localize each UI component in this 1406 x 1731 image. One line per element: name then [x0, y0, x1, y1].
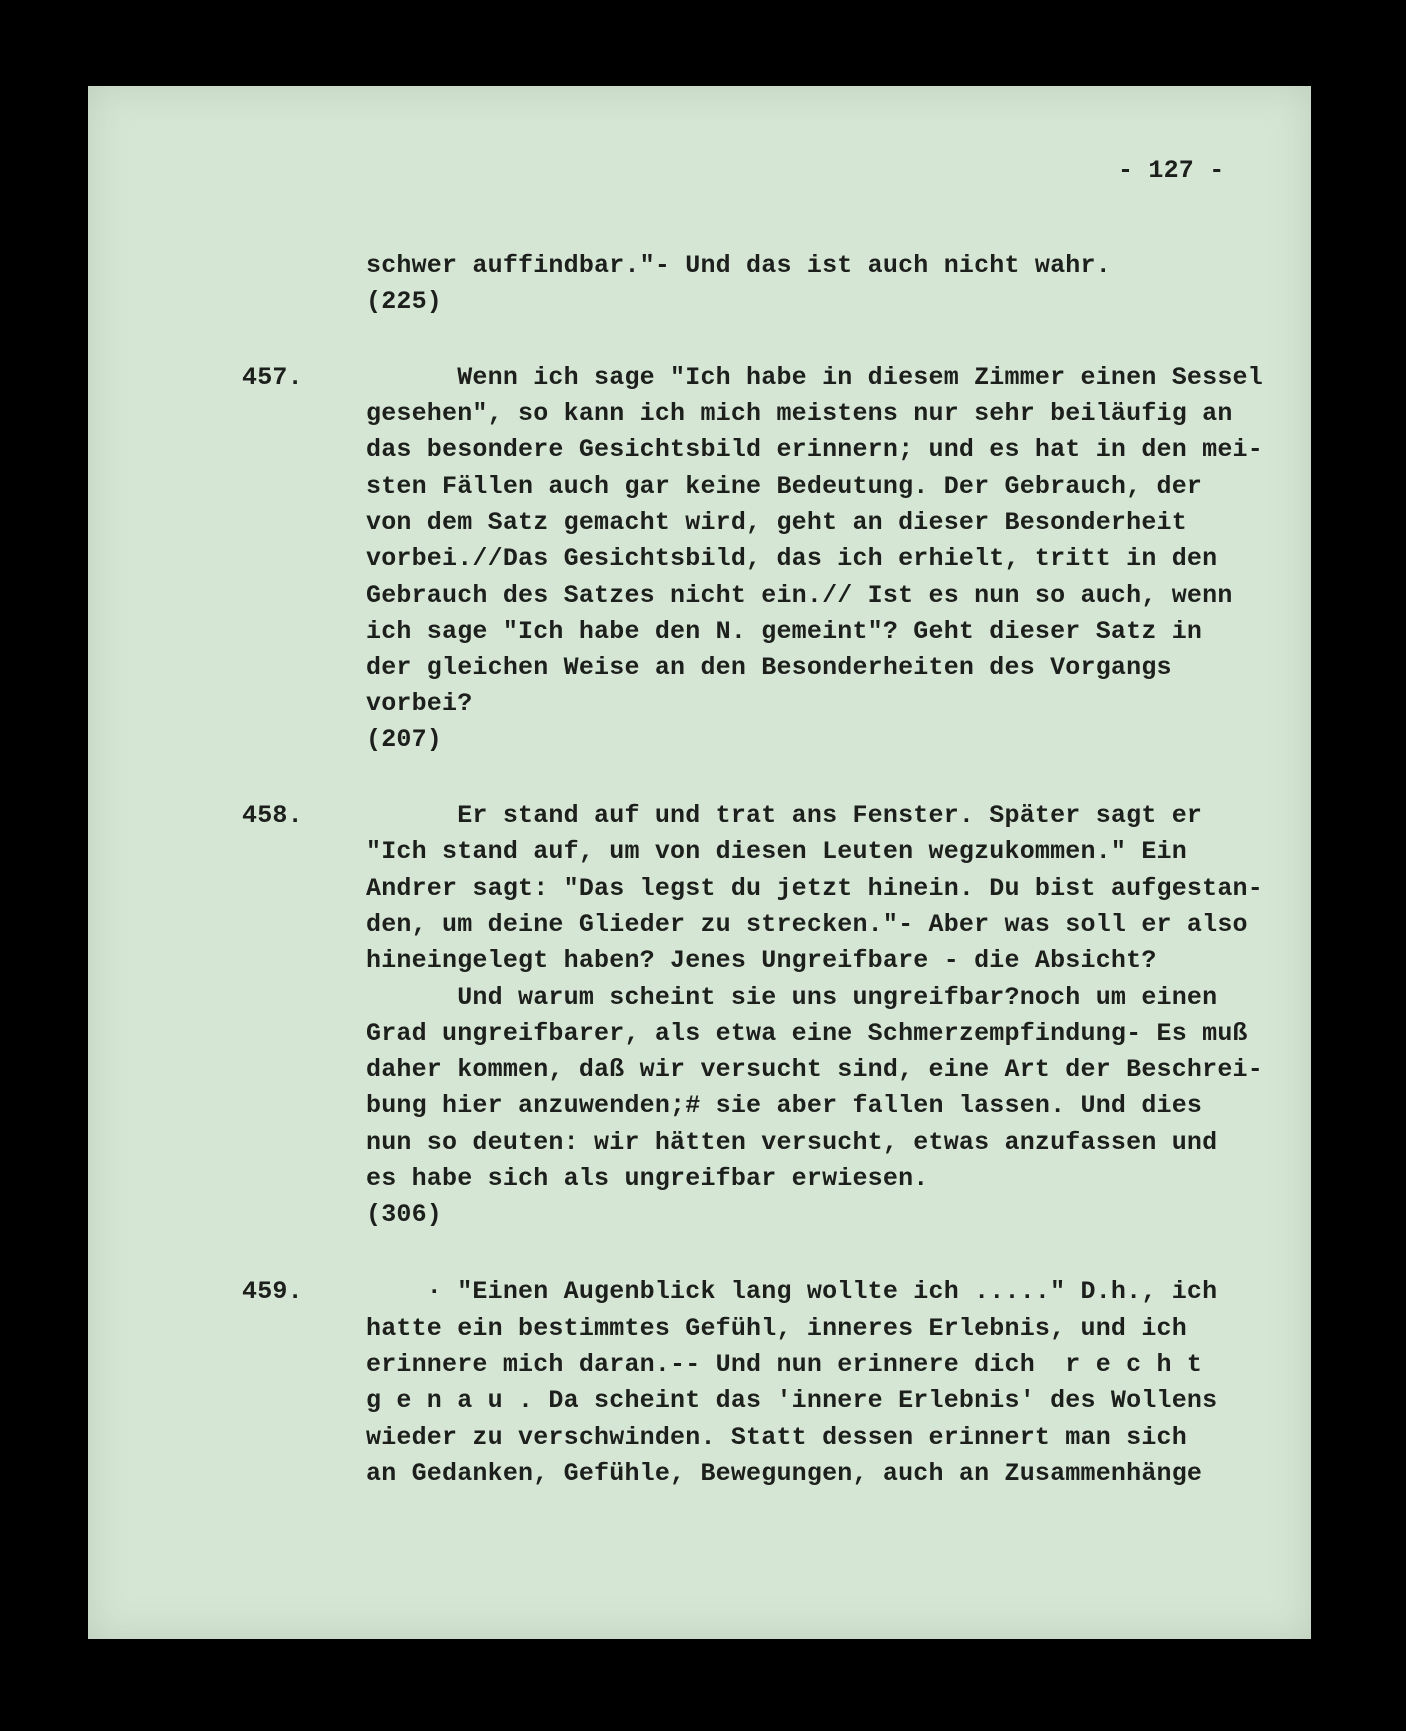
reference-number: (306) [366, 1200, 443, 1229]
text-line: hatte ein bestimmtes Gefühl, inneres Erlebnis, und ich [366, 1314, 1187, 1343]
text-line: bung hier anzuwenden;# sie aber fallen lassen. Und dies [366, 1091, 1203, 1120]
text-line: · "Einen Augenblick lang wollte ich ....." D.h., ich [366, 1277, 1218, 1306]
text-line: von dem Satz gemacht wird, geht an dieser Besonderheit [366, 508, 1187, 537]
text-line: an Gedanken, Gefühle, Bewegungen, auch an Zusammenhänge [366, 1459, 1203, 1488]
text-line: schwer auffindbar."- Und das ist auch nicht wahr. [366, 251, 1111, 280]
text-line: vorbei? [366, 689, 473, 718]
text-line: hineingelegt haben? Jenes Ungreifbare - die Absicht? [366, 946, 1157, 975]
text-line: "Ich stand auf, um von diesen Leuten wegzukommen." Ein [366, 837, 1187, 866]
page-number: - 127 - [1118, 156, 1225, 185]
text-line: das besondere Gesichtsbild erinnern; und es hat in den mei- [366, 435, 1263, 464]
typescript-page [88, 86, 1311, 1639]
text-line: wieder zu verschwinden. Statt dessen erinnert man sich [366, 1423, 1187, 1452]
reference-number: (225) [366, 287, 443, 316]
text-line: Er stand auf und trat ans Fenster. Später sagt er [366, 801, 1203, 830]
text-line: es habe sich als ungreifbar erwiesen. [366, 1164, 929, 1193]
text-line: ich sage "Ich habe den N. gemeint"? Geht dieser Satz in [366, 617, 1203, 646]
text-line: gesehen", so kann ich mich meistens nur sehr beiläufig an [366, 399, 1233, 428]
text-line: daher kommen, daß wir versucht sind, eine Art der Beschrei- [366, 1055, 1263, 1084]
text-line: den, um deine Glieder zu strecken."- Aber was soll er also [366, 910, 1248, 939]
paragraph-number: 457. [242, 363, 303, 392]
paragraph-number: 459. [242, 1277, 303, 1306]
text-line: erinnere mich daran.-- Und nun erinnere dich r e c h t [366, 1350, 1203, 1379]
text-line: sten Fällen auch gar keine Bedeutung. Der Gebrauch, der [366, 472, 1203, 501]
text-line: Grad ungreifbarer, als etwa eine Schmerzempfindung- Es muß [366, 1019, 1248, 1048]
text-line: Andrer sagt: "Das legst du jetzt hinein. Du bist aufgestan- [366, 874, 1263, 903]
paragraph-number: 458. [242, 801, 303, 830]
text-line: Wenn ich sage "Ich habe in diesem Zimmer einen Sessel [366, 363, 1263, 392]
text-line: der gleichen Weise an den Besonderheiten des Vorgangs [366, 653, 1172, 682]
reference-number: (207) [366, 725, 443, 754]
text-line: nun so deuten: wir hätten versucht, etwas anzufassen und [366, 1128, 1218, 1157]
text-line: Und warum scheint sie uns ungreifbar?noch um einen [366, 983, 1218, 1012]
text-line: Gebrauch des Satzes nicht ein.// Ist es nun so auch, wenn [366, 581, 1233, 610]
text-line: vorbei.//Das Gesichtsbild, das ich erhielt, tritt in den [366, 544, 1218, 573]
text-line: g e n a u . Da scheint das 'innere Erlebnis' des Wollens [366, 1386, 1218, 1415]
